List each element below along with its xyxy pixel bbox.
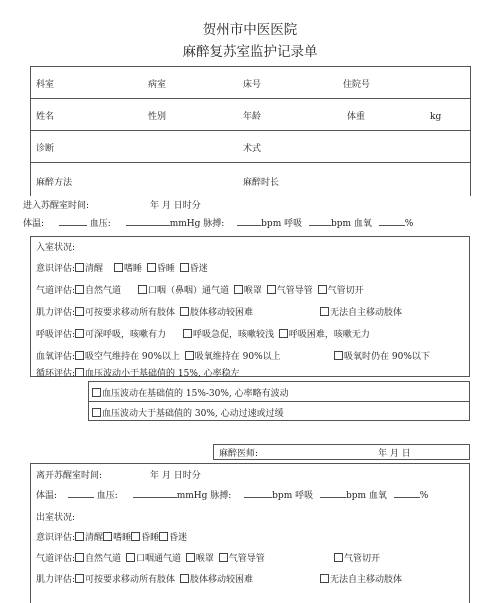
hospital-name: 贺州市中医医院 bbox=[202, 22, 298, 38]
airway-label: 气道评估: bbox=[36, 286, 76, 296]
checkbox[interactable] bbox=[219, 553, 228, 562]
option-label: 昏睡 bbox=[156, 264, 175, 274]
checkbox[interactable] bbox=[180, 263, 189, 272]
checkbox[interactable] bbox=[114, 263, 123, 272]
checkbox[interactable] bbox=[126, 553, 135, 562]
bp-unit: mmHg 脉搏: bbox=[176, 491, 232, 501]
admit-muscle-option-3 bbox=[320, 305, 402, 318]
weight-unit: kg bbox=[430, 112, 442, 122]
ward-label: 病室 bbox=[148, 80, 167, 90]
consciousness-label: 意识评估: bbox=[36, 264, 76, 274]
checkbox[interactable] bbox=[75, 368, 84, 377]
option-label: 自然气道 bbox=[85, 286, 122, 296]
exit-consciousness-row bbox=[36, 530, 187, 543]
option-label: 嗜睡 bbox=[123, 264, 142, 274]
exit-airway-row bbox=[36, 551, 265, 564]
checkbox[interactable] bbox=[334, 553, 343, 562]
temp-label: 体温: bbox=[36, 491, 58, 501]
spo2-unit: % bbox=[404, 219, 414, 229]
option-label: 清醒 bbox=[85, 264, 104, 274]
option-label: 无法自主移动肢体 bbox=[330, 308, 403, 318]
name-label: 姓名 bbox=[36, 112, 55, 122]
checkbox[interactable] bbox=[75, 532, 84, 541]
checkbox[interactable] bbox=[75, 329, 84, 338]
muscle-label: 肌力评估: bbox=[36, 308, 76, 318]
temp-label: 体温: bbox=[23, 219, 45, 229]
option-label: 气管导管 bbox=[276, 286, 313, 296]
option-label: 口咽（鼻咽）通气道 bbox=[147, 286, 229, 296]
checkbox[interactable] bbox=[180, 307, 189, 316]
airway-label: 气道评估: bbox=[36, 554, 76, 564]
checkbox[interactable] bbox=[103, 532, 112, 541]
option-label: 口咽通气道 bbox=[135, 554, 181, 564]
checkbox[interactable] bbox=[334, 351, 343, 360]
form-title: 麻醉复苏室监护记录单 bbox=[182, 44, 318, 60]
checkbox[interactable] bbox=[320, 574, 329, 583]
option-label: 气管导管 bbox=[228, 554, 265, 564]
entry-vitals-row bbox=[23, 216, 413, 229]
admit-airway-row bbox=[36, 283, 364, 296]
age-label: 年龄 bbox=[243, 112, 262, 122]
exit-time-label: 离开苏醒室时间: bbox=[36, 471, 103, 481]
checkbox[interactable] bbox=[318, 285, 327, 294]
checkbox[interactable] bbox=[75, 307, 84, 316]
checkbox[interactable] bbox=[159, 532, 168, 541]
checkbox[interactable] bbox=[75, 263, 84, 272]
pulse-unit: bpm 呼吸 bbox=[272, 491, 314, 501]
pulse-field[interactable] bbox=[237, 216, 261, 226]
muscle-label: 肌力评估: bbox=[36, 575, 76, 585]
option-label: 吸氧时仍在 90%以下 bbox=[344, 352, 430, 362]
circulation-option-2 bbox=[92, 386, 289, 399]
option-label: 血压波动大于基础值的 30%, 心动过速或过缓 bbox=[102, 409, 284, 419]
entry-time-label: 进入苏醒室时间: bbox=[23, 201, 90, 211]
pulse-field[interactable] bbox=[244, 488, 272, 498]
circulation-label: 循环评估: bbox=[36, 369, 76, 379]
checkbox[interactable] bbox=[92, 408, 101, 417]
exit-airway-option-5 bbox=[334, 551, 380, 564]
exit-status-title: 出室状况: bbox=[36, 513, 76, 523]
bp-field[interactable] bbox=[126, 216, 170, 226]
bp-label: 血压: bbox=[89, 219, 111, 229]
anesthesia-method-label: 麻醉方法 bbox=[36, 178, 73, 188]
admit-spo2-option-3 bbox=[334, 349, 430, 362]
temp-field[interactable] bbox=[68, 488, 94, 498]
temp-field[interactable] bbox=[59, 216, 87, 226]
checkbox[interactable] bbox=[320, 307, 329, 316]
exit-muscle-row bbox=[36, 572, 253, 585]
option-label: 气管切开 bbox=[344, 554, 381, 564]
anesthesiologist-label: 麻醉医师: bbox=[219, 449, 259, 459]
admit-consciousness-row bbox=[36, 261, 208, 274]
admit-spo2-row bbox=[36, 349, 281, 362]
option-label: 呼吸急促，咳嗽较浅 bbox=[192, 330, 274, 340]
exit-vitals-row bbox=[36, 488, 428, 501]
bp-unit: mmHg 脉搏: bbox=[169, 219, 225, 229]
checkbox[interactable] bbox=[75, 351, 84, 360]
checkbox[interactable] bbox=[267, 285, 276, 294]
option-label: 昏睡 bbox=[141, 533, 160, 543]
spo2-field[interactable] bbox=[394, 488, 420, 498]
spo2-field[interactable] bbox=[379, 216, 405, 226]
option-label: 无法自主移动肢体 bbox=[330, 575, 403, 585]
resp-field[interactable] bbox=[320, 488, 346, 498]
option-label: 自然气道 bbox=[85, 554, 122, 564]
option-label: 吸空气维持在 90%以上 bbox=[85, 352, 180, 362]
resp-unit: bpm 血氧 bbox=[345, 491, 387, 501]
breathing-label: 呼吸评估: bbox=[36, 330, 76, 340]
option-label: 肢体移动较困难 bbox=[189, 308, 253, 318]
anesthesia-duration-label: 麻醉时长 bbox=[243, 178, 280, 188]
option-label: 喉罩 bbox=[243, 286, 262, 296]
checkbox[interactable] bbox=[75, 553, 84, 562]
checkbox[interactable] bbox=[92, 388, 101, 397]
pulse-unit: bpm 呼吸 bbox=[261, 219, 303, 229]
checkbox[interactable] bbox=[147, 263, 156, 272]
option-label: 血压波动在基础值的 15%-30%, 心率略有波动 bbox=[102, 389, 289, 399]
option-label: 可按要求移动所有肢体 bbox=[85, 308, 176, 318]
option-label: 呼吸困难，咳嗽无力 bbox=[288, 330, 370, 340]
option-label: 肢体移动较困难 bbox=[189, 575, 253, 585]
exit-muscle-option-3 bbox=[320, 572, 402, 585]
weight-label: 体重 bbox=[347, 112, 366, 122]
resp-field[interactable] bbox=[309, 216, 331, 226]
checkbox[interactable] bbox=[234, 285, 243, 294]
diagnosis-label: 诊断 bbox=[36, 144, 55, 154]
checkbox[interactable] bbox=[279, 329, 288, 338]
spo2-unit: % bbox=[419, 491, 429, 501]
checkbox[interactable] bbox=[180, 574, 189, 583]
resp-unit: bpm 血氧 bbox=[330, 219, 372, 229]
sex-label: 性别 bbox=[148, 112, 167, 122]
option-label: 喉罩 bbox=[195, 554, 214, 564]
option-label: 清醒 bbox=[85, 533, 104, 543]
checkbox[interactable] bbox=[186, 553, 195, 562]
exit-time-fill: 年 月 日时分 bbox=[150, 471, 201, 481]
option-label: 可按要求移动所有肢体 bbox=[85, 575, 176, 585]
checkbox[interactable] bbox=[75, 285, 84, 294]
checkbox[interactable] bbox=[183, 329, 192, 338]
option-label: 血压波动小于基础值的 15%, 心率稳左 bbox=[85, 369, 240, 379]
surgery-label: 术式 bbox=[243, 144, 262, 154]
checkbox[interactable] bbox=[131, 532, 140, 541]
option-label: 昏迷 bbox=[169, 533, 188, 543]
bed-label: 床号 bbox=[243, 80, 262, 90]
spo2-eval-label: 血氧评估: bbox=[36, 352, 76, 362]
option-label: 气管切开 bbox=[327, 286, 364, 296]
consciousness-label: 意识评估: bbox=[36, 533, 76, 543]
option-label: 吸氧维持在 90%以上 bbox=[194, 352, 281, 362]
signature-date: 年 月 日 bbox=[378, 449, 411, 459]
dept-label: 科室 bbox=[36, 80, 55, 90]
admit-breathing-row bbox=[36, 327, 370, 340]
checkbox[interactable] bbox=[138, 285, 147, 294]
bp-label: 血压: bbox=[96, 491, 118, 501]
checkbox[interactable] bbox=[75, 574, 84, 583]
admission-status-title: 入室状况: bbox=[36, 243, 76, 253]
bp-field[interactable] bbox=[133, 488, 177, 498]
option-label: 可深呼吸，咳嗽有力 bbox=[85, 330, 167, 340]
option-label: 昏迷 bbox=[189, 264, 208, 274]
option-label: 嗜睡 bbox=[113, 533, 132, 543]
admit-circulation-row bbox=[36, 366, 240, 379]
circulation-option-3 bbox=[92, 406, 284, 419]
entry-time-fill: 年 月 日时分 bbox=[150, 201, 201, 211]
admit-muscle-row bbox=[36, 305, 253, 318]
admission-no-label: 住院号 bbox=[343, 80, 371, 90]
checkbox[interactable] bbox=[185, 351, 194, 360]
